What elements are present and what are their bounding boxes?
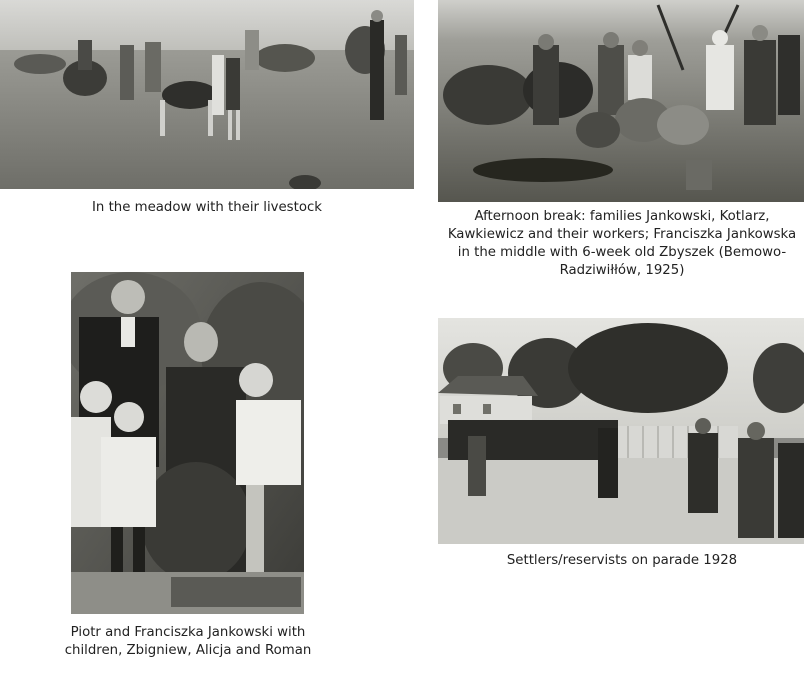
parade-photo <box>438 318 804 544</box>
family-portrait-photo <box>71 272 304 614</box>
afternoon-break-caption: Afternoon break: families Jankowski, Kotlarz, Kawkiewicz and their workers; Franciszka Jankowska in the middle with 6-week old Zbyszek (Bemowo-Radziwiłłów, 1925) <box>447 209 797 278</box>
parade-caption: Settlers/reservists on parade 1928 <box>506 553 738 568</box>
family-portrait-caption: Piotr and Franciszka Jankowski with children, Zbigniew, Alicja and Roman <box>64 625 312 658</box>
meadow-caption: In the meadow with their livestock <box>92 200 322 215</box>
meadow-photo <box>0 0 414 189</box>
afternoon-break-photo <box>438 0 804 202</box>
